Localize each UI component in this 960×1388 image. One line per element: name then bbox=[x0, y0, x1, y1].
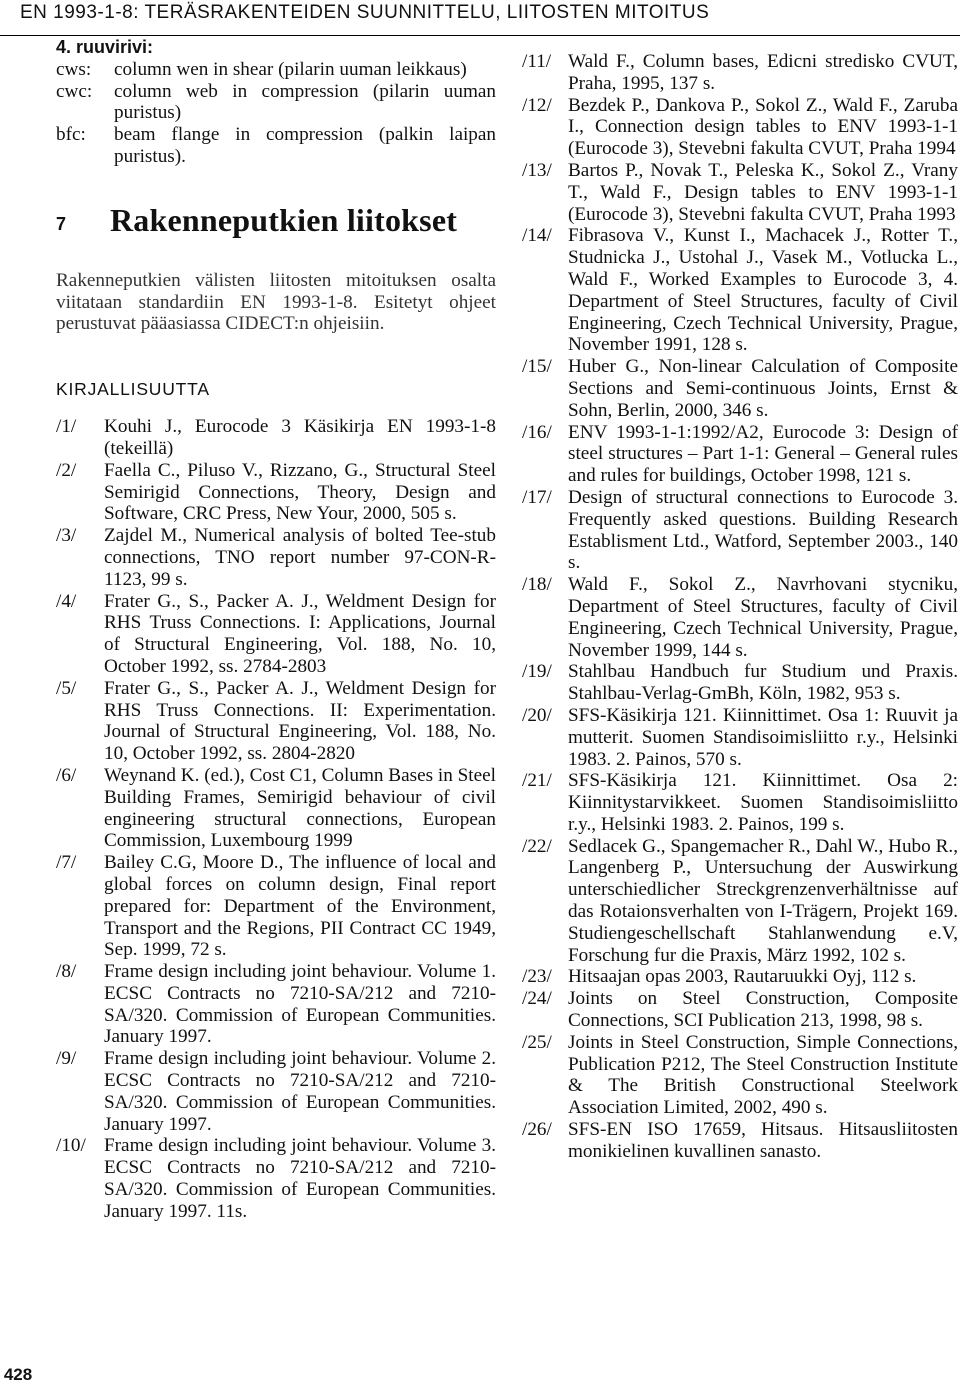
reference-number: /20/ bbox=[522, 704, 552, 726]
reference-number: /5/ bbox=[56, 677, 77, 699]
reference-text: Frame design including joint behaviour. Volume 1. ECSC Contracts no 7210-SA/212 and 7210-SA/320. Commission of European Communities. January 1997. bbox=[104, 961, 496, 1048]
reference-number: /12/ bbox=[522, 94, 552, 116]
reference-list-left bbox=[56, 416, 496, 1222]
reference-text: Wald F., Sokol Z., Navrhovani stycniku, Department of Steel Structures, faculty of Civil Engineering, Czech Technical University, Prague, November 1999, 144 s. bbox=[568, 574, 958, 661]
reference-text: Hitsaajan opas 2003, Rautaruukki Oyj, 112 s. bbox=[568, 966, 917, 988]
reference-item bbox=[522, 51, 958, 95]
reference-item bbox=[56, 765, 496, 852]
reference-number: /16/ bbox=[522, 421, 552, 443]
running-header bbox=[0, 0, 960, 36]
reference-item bbox=[522, 988, 958, 1032]
reference-item bbox=[522, 1032, 958, 1119]
page-number: 428 bbox=[3, 1365, 33, 1384]
reference-item bbox=[522, 356, 958, 421]
definition-abbr: cws: bbox=[56, 58, 92, 80]
reference-text: SFS-EN ISO 17659, Hitsaus. Hitsausliitosten monikielinen kuvallinen sanasto. bbox=[568, 1119, 958, 1162]
reference-text: Sedlacek G., Spangemacher R., Dahl W., Hubo R., Langenberg P., Untersuchung der Auswirkung unterschiedlicher Streckgrenzenverhältnisse auf das Rotaionsverhalten von I-Trägern, Projekt 169. Studiengeschellschaft Stahlanwendung e.V, Forschung fur die Praxis, März 1992, 102 s. bbox=[568, 835, 958, 966]
reference-number: /17/ bbox=[522, 486, 552, 508]
reference-number: /2/ bbox=[56, 459, 77, 481]
reference-text: Frater G., S., Packer A. J., Weldment Design for RHS Truss Connections. I: Applications, Journal of Structural Engineering, Vol. 188, No. 10, October 1992, ss. 2784-2803 bbox=[104, 590, 496, 677]
reference-item bbox=[56, 460, 496, 525]
reference-number: /7/ bbox=[56, 852, 77, 874]
reference-number: /9/ bbox=[56, 1048, 77, 1070]
reference-item bbox=[522, 487, 958, 574]
definition-abbr: cwc: bbox=[56, 80, 93, 102]
running-title: EN 1993-1-8: TERÄSRAKENTEIDEN SUUNNITTELU, LIITOSTEN MITOITUS bbox=[20, 2, 710, 23]
reference-number: /11/ bbox=[522, 51, 552, 72]
reference-number: /25/ bbox=[522, 1031, 552, 1053]
reference-item bbox=[56, 1048, 496, 1135]
definition-text: beam flange in compression (palkin laipan puristus). bbox=[114, 124, 496, 167]
reference-item bbox=[522, 95, 958, 160]
reference-text: ENV 1993-1-1:1992/A2, Eurocode 3: Design of steel structures – Part 1-1: General – General rules and rules for buildings, October 1998, 121 s. bbox=[568, 421, 958, 487]
reference-text: Design of structural connections to Eurocode 3. Frequently asked questions. Building Research Establisment Ltd., Watford, September 2003., 140 s. bbox=[568, 486, 958, 574]
reference-number: /1/ bbox=[56, 416, 77, 438]
reference-item bbox=[56, 1135, 496, 1222]
reference-item bbox=[522, 574, 958, 661]
reference-text: Bezdek P., Dankova P., Sokol Z., Wald F., Zaruba I., Connection design tables to ENV 1993-1-1 (Eurocode 3), Stevebni fakulta CVUT, Praha 1994 bbox=[568, 94, 958, 160]
reference-text: Joints in Steel Construction, Simple Connections, Publication P212, The Steel Construction Institute & The British Constructional Steelwork Association Limited, 2002, 490 s. bbox=[568, 1031, 958, 1119]
reference-number: /15/ bbox=[522, 356, 552, 378]
reference-number: /6/ bbox=[56, 764, 77, 786]
reference-item bbox=[56, 416, 496, 460]
reference-number: /22/ bbox=[522, 835, 552, 857]
bolt-row-heading: 4. ruuvirivi: bbox=[56, 37, 154, 57]
reference-item bbox=[56, 852, 496, 961]
reference-number: /13/ bbox=[522, 159, 552, 181]
reference-text: Joints on Steel Construction, Composite Connections, SCI Publication 213, 1998, 98 s. bbox=[568, 988, 958, 1032]
reference-text: Stahlbau Handbuch fur Studium und Praxis. Stahlbau-Verlag-GmBh, Köln, 1982, 953 s. bbox=[568, 661, 958, 705]
reference-number: /26/ bbox=[522, 1119, 552, 1141]
reference-number: /4/ bbox=[56, 590, 77, 612]
reference-number: /18/ bbox=[522, 574, 552, 596]
reference-number: /3/ bbox=[56, 525, 77, 547]
reference-number: /14/ bbox=[522, 225, 552, 247]
reference-number: /8/ bbox=[56, 961, 77, 983]
reference-item bbox=[522, 705, 958, 770]
reference-text: SFS-Käsikirja 121. Kiinnittimet. Osa 1: Ruuvit ja mutterit. Suomen Standisoimisliitto r.y., Helsinki 1983. 2. Painos, 570 s. bbox=[568, 704, 958, 770]
reference-item bbox=[522, 836, 958, 967]
reference-text: Frame design including joint behaviour. Volume 3. ECSC Contracts no 7210-SA/212 and 7210-SA/320. Commission of European Communities. January 1997. 11s. bbox=[104, 1135, 496, 1222]
left-column bbox=[56, 37, 496, 1223]
reference-item bbox=[522, 770, 958, 835]
reference-number: /10/ bbox=[56, 1135, 86, 1157]
right-column bbox=[522, 37, 958, 1163]
section-number: 7 bbox=[56, 213, 67, 234]
references-heading: KIRJALLISUUTTA bbox=[56, 379, 210, 400]
definition-abbr: bfc: bbox=[56, 124, 86, 146]
reference-item bbox=[56, 525, 496, 590]
reference-text: Fibrasova V., Kunst I., Machacek J., Rotter T., Studnicka J., Ustohal J., Vasek M., Votlucka L., Wald F., Worked Examples to Eurocode 3, 4. Department of Steel Structures, faculty of Civil Engineering, Czech Technical University, Prague, November 1991, 128 s. bbox=[568, 225, 958, 356]
reference-text: Frame design including joint behaviour. Volume 2. ECSC Contracts no 7210-SA/212 and 7210-SA/320. Commission of European Communities. January 1997. bbox=[104, 1048, 496, 1135]
reference-text: Huber G., Non-linear Calculation of Composite Sections and Semi-continuous Joints, Ernst & Sohn, Berlin, 2000, 346 s. bbox=[568, 356, 958, 421]
reference-text: Wald F., Column bases, Edicni stredisko CVUT, Praha, 1995, 137 s. bbox=[568, 51, 958, 94]
reference-number: /23/ bbox=[522, 966, 552, 988]
reference-number: /24/ bbox=[522, 988, 552, 1010]
reference-text: Faella C., Piluso V., Rizzano, G., Structural Steel Semirigid Connections, Theory, Design and Software, CRC Press, New Your, 2000, 505 s. bbox=[104, 459, 496, 525]
definition-text: column wen in shear (pilarin uuman leikkaus) bbox=[114, 58, 467, 80]
reference-item bbox=[522, 661, 958, 705]
reference-item bbox=[56, 961, 496, 1048]
reference-item bbox=[56, 678, 496, 765]
reference-text: Weynand K. (ed.), Cost C1, Column Bases in Steel Building Frames, Semirigid behaviour of civil engineering structural connections, European Commission, Luxembourg 1999 bbox=[104, 764, 496, 852]
reference-item bbox=[522, 1119, 958, 1163]
reference-list-right bbox=[522, 51, 958, 1163]
reference-text: Frater G., S., Packer A. J., Weldment Design for RHS Truss Connections. II: Experimentation. Journal of Structural Engineering, Vol. 188, No. 10, October 1992, ss. 2804-2820 bbox=[104, 677, 496, 765]
reference-number: /21/ bbox=[522, 770, 552, 792]
reference-number: /19/ bbox=[522, 661, 552, 683]
reference-item bbox=[522, 160, 958, 225]
section-paragraph: Rakenneputkien välisten liitosten mitoituksen osalta viitataan standardiin EN 1993-1-8. Esitetyt ohjeet perustuvat pääasiassa CIDECT:n ohjeisiin. bbox=[56, 269, 496, 335]
reference-item bbox=[522, 225, 958, 356]
reference-text: SFS-Käsikirja 121. Kiinnittimet. Osa 2: Kiinnitystarvikkeet. Suomen Standisoimisliitto r.y., Helsinki 1983. 2. Painos, 199 s. bbox=[568, 770, 958, 835]
reference-item bbox=[522, 422, 958, 487]
section-title: Rakenneputkien liitokset bbox=[110, 201, 458, 238]
reference-item bbox=[56, 591, 496, 678]
reference-item bbox=[522, 966, 958, 988]
reference-text: Bartos P., Novak T., Peleska K., Sokol Z., Vrany T., Wald F., Design tables to ENV 1993-1-1 (Eurocode 3), Stevebni fakulta CVUT, Praha 1993 bbox=[568, 159, 958, 225]
definition-text: column web in compression (pilarin uuman puristus) bbox=[114, 80, 496, 124]
section-heading bbox=[56, 194, 496, 258]
reference-text: Zajdel M., Numerical analysis of bolted Tee-stub connections, TNO report number 97-CON-R-1123, 99 s. bbox=[104, 525, 496, 590]
reference-text: Kouhi J., Eurocode 3 Käsikirja EN 1993-1-8 (tekeillä) bbox=[104, 416, 496, 459]
reference-text: Bailey C.G, Moore D., The influence of local and global forces on column design, Final report prepared for: Department of the Environment, Transport and the Regions, PII Contract CC 1949, Sep. 1999, 72 s. bbox=[104, 852, 496, 961]
definition-list bbox=[56, 59, 496, 168]
